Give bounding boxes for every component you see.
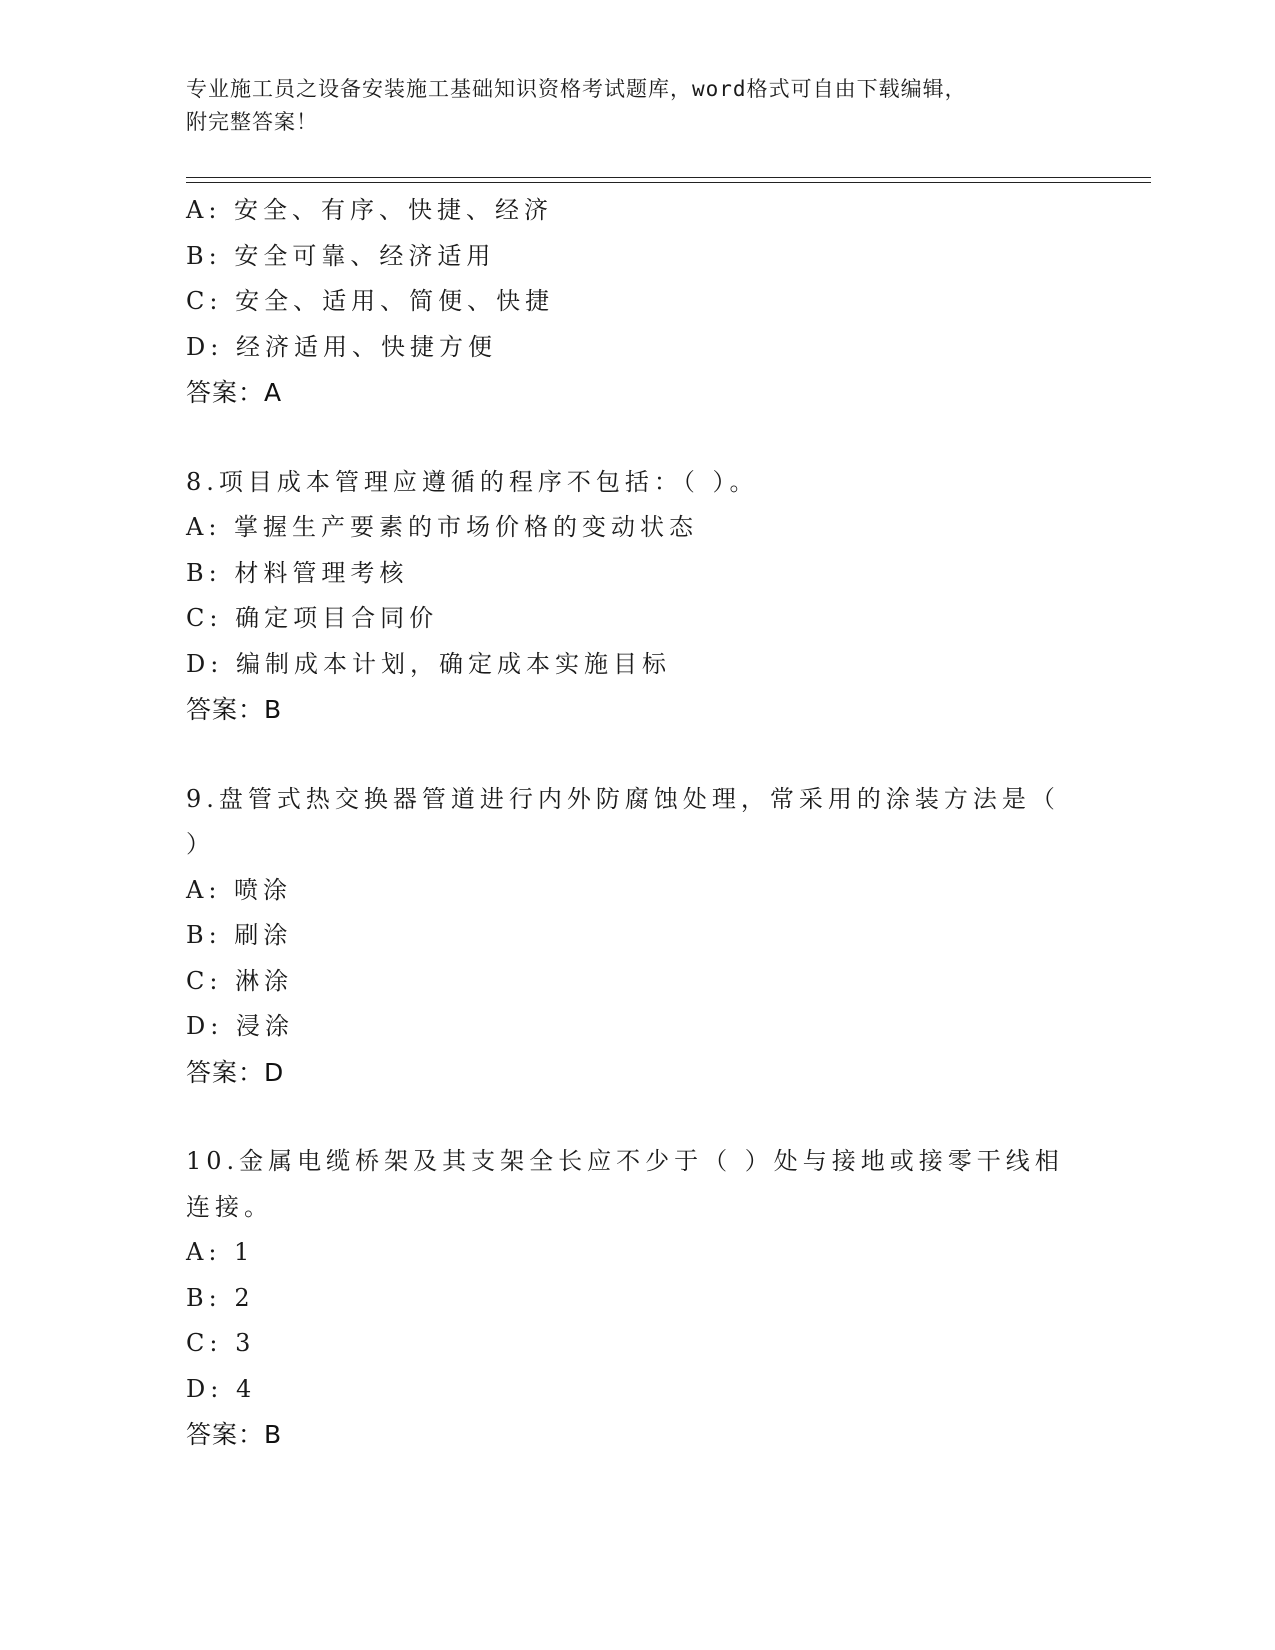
answer: 答案：D (186, 1057, 285, 1087)
answer: 答案：B (186, 1420, 283, 1449)
answer: 答案：B (186, 695, 283, 724)
option-a: A: 掌握生产要素的市场价格的变动状态 (186, 513, 699, 541)
question-stem-continued: ） (186, 830, 215, 858)
option-a: A: 1 (186, 1238, 255, 1266)
document-header (186, 73, 1086, 139)
option-c: C: 淋涂 (186, 966, 294, 995)
question-stem: 10.金属电缆桥架及其支架全长应不少于（ ）处与接地或接零干线相 (186, 1147, 1064, 1175)
question-10 (186, 1139, 1086, 1458)
question-stem: 8.项目成本管理应遵循的程序不包括：（ ）。 (186, 467, 759, 496)
option-d: D: 经济适用、快捷方便 (186, 332, 497, 361)
option-d: D: 编制成本计划，确定成本实施目标 (186, 649, 671, 678)
question-stem: 9.盘管式热交换器管道进行内外防腐蚀处理，常采用的涂装方法是（ (186, 784, 1060, 813)
option-b: B: 安全可靠、经济适用 (186, 241, 496, 270)
option-b: B: 刷涂 (186, 921, 293, 949)
header-divider-bottom (186, 182, 1151, 183)
option-d: D: 4 (186, 1374, 257, 1403)
option-d: D: 浸涂 (186, 1012, 294, 1040)
option-b: B: 材料管理考核 (186, 558, 409, 587)
question-list (186, 188, 1086, 1458)
question-8 (186, 460, 1086, 733)
question-9 (186, 777, 1086, 1096)
option-a: A: 安全、有序、快捷、经济 (186, 196, 554, 224)
option-c: C: 确定项目合同价 (186, 604, 439, 632)
header-line-1: 专业施工员之设备安装施工基础知识资格考试题库，word格式可自由下载编辑， (186, 77, 967, 101)
option-c: C: 3 (186, 1329, 256, 1357)
option-a: A: 喷涂 (186, 875, 293, 904)
header-divider-top (186, 177, 1151, 178)
answer: 答案：A (186, 378, 283, 407)
question-stem-continued: 连接。 (186, 1192, 273, 1221)
option-c: C: 安全、适用、简便、快捷 (186, 287, 555, 315)
header-line-2: 附完整答案！ (186, 110, 318, 134)
question-7 (186, 188, 1086, 416)
option-b: B: 2 (186, 1283, 255, 1312)
